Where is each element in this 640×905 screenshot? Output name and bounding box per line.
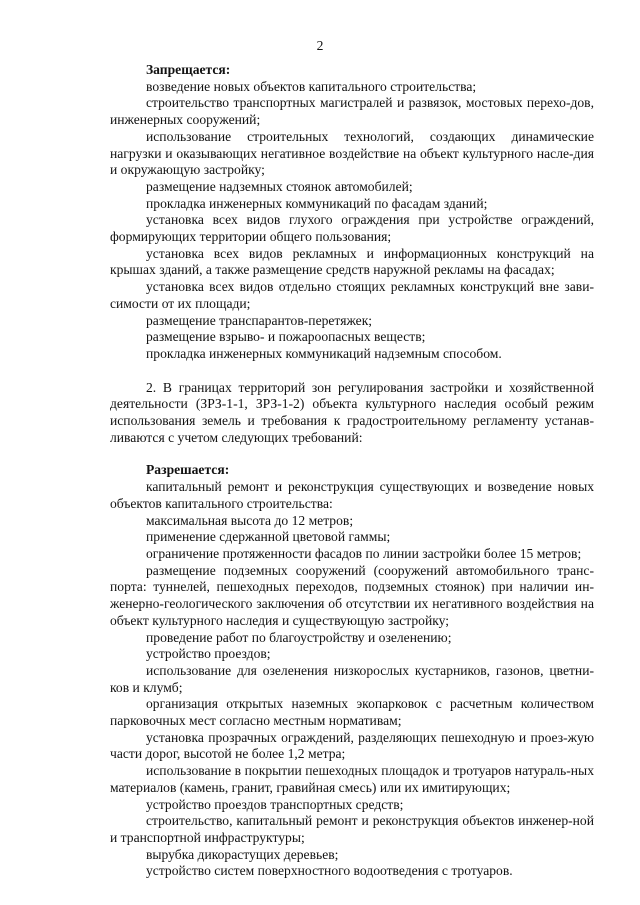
permitted-item: установка прозрачных ограждений, разделяющих пешеходную и проез-жую части дорог, высотой не более 1,2 метра; (110, 729, 594, 762)
prohibited-item: установка всех видов глухого ограждения при устройстве ограждений, формирующих территории общего пользования; (110, 212, 594, 245)
prohibited-item: использование строительных технологий, создающих динамические нагрузки и оказывающих негативное воздействие на объект культурного насле-дия и окружающую застройку; (110, 128, 594, 178)
permitted-item: использование в покрытии пешеходных площадок и тротуаров натураль-ных материалов (камень, гранит, гравийная смесь) или их имитирующих; (110, 763, 594, 795)
permitted-item: использование для озеленения низкорослых кустарников, газонов, цветни-ков и клумб; (110, 662, 594, 695)
permitted-item: проведение работ по благоустройству и озеленению; (146, 629, 452, 645)
permitted-item: ограничение протяженности фасадов по линии застройки более 15 метров; (146, 545, 582, 561)
document-body (110, 62, 594, 880)
permitted-item: устройство проездов; (146, 646, 271, 662)
prohibited-item: прокладка инженерных коммуникаций надземным способом. (146, 345, 502, 361)
prohibited-item: установка всех видов отдельно стоящих рекламных конструкций вне зави-симости от их площади; (110, 279, 594, 311)
permitted-item: капитальный ремонт и реконструкция существующих и возведение новых объектов капитального строительства: (110, 479, 594, 511)
permitted-item: строительство, капитальный ремонт и реконструкция объектов инженер-ной и транспортной инфраструктуры; (110, 813, 594, 845)
regulation-paragraph: 2. В границах территорий зон регулирования застройки и хозяйственной деятельности (ЗРЗ-1-1, ЗРЗ-1-2) объекта культурного наследия особый режим использования земель и требования к градостроительному регламенту устанав-ливаются с учетом следующих требований: (110, 379, 594, 445)
permitted-item: вырубка дикорастущих деревьев; (146, 846, 339, 862)
permitted-item: устройство систем поверхностного водоотведения с тротуаров. (146, 863, 513, 879)
prohibited-heading: Запрещается: (146, 62, 231, 77)
spacer (110, 363, 594, 380)
prohibited-item: возведение новых объектов капитального строительства; (146, 78, 477, 94)
prohibited-item: размещение транспарантов-перетяжек; (146, 312, 373, 328)
permitted-item: применение сдержанной цветовой гаммы; (146, 529, 391, 545)
permitted-item: устройство проездов транспортных средств; (146, 796, 404, 812)
permitted-item: размещение подземных сооружений (сооружений автомобильного транс-порта: туннелей, пешеходных переходов, подземных стоянок) при наличии ин-женерно-геологического заключения об отсутствии их негативного воздействия на объект культурного наследия и существующую застройку; (110, 562, 594, 628)
prohibited-item: установка всех видов рекламных и информационных конструкций на крышах зданий, а также размещение средств наружной рекламы на фасадах; (110, 245, 594, 278)
prohibited-item: размещение надземных стоянок автомобилей; (146, 178, 413, 194)
permitted-heading: Разрешается: (146, 462, 230, 478)
prohibited-item: размещение взрыво- и пожароопасных веществ; (146, 329, 426, 345)
permitted-item: максимальная высота до 12 метров; (146, 512, 354, 528)
prohibited-item: строительство транспортных магистралей и развязок, мостовых перехо-дов, инженерных сооружений; (110, 95, 594, 128)
prohibited-item: прокладка инженерных коммуникаций по фасадам зданий; (146, 195, 488, 211)
permitted-item: организация открытых наземных экопарковок с расчетным количеством парковочных мест согласно местным нормативам; (110, 696, 594, 729)
page-number: 2 (316, 38, 324, 53)
spacer (110, 446, 594, 462)
